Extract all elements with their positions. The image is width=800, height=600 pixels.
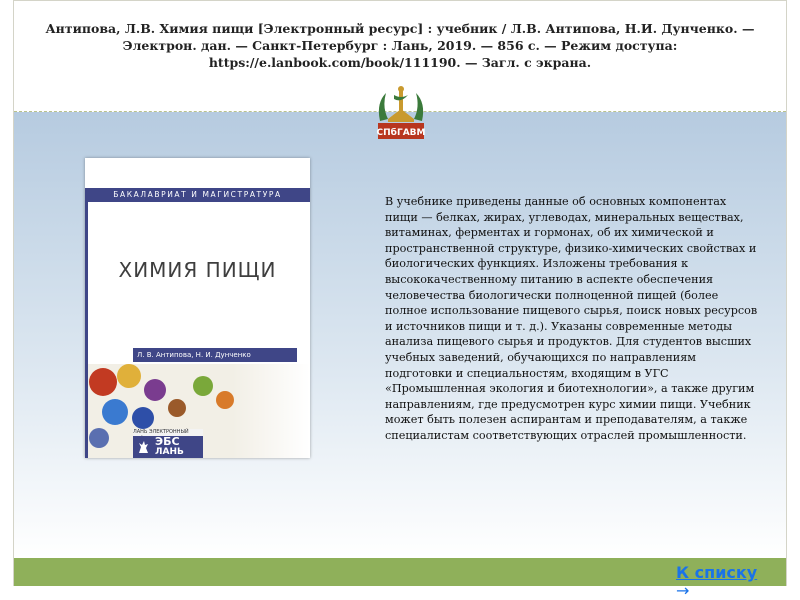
book-cover (85, 158, 310, 458)
book-description (385, 194, 780, 444)
book-series: БАКАЛАВРИАТ И МАГИСТРАТУРА (85, 188, 310, 202)
description-line: подготовки и специальностям, входящим в УГС (385, 366, 669, 380)
description-line: полное использование пищевого сырья, поиск новых ресурсов (385, 304, 758, 318)
citation-line: https://e.lanbook.com/book/111190. — Загл. с экрана. (208, 55, 592, 70)
logo-leaf-left (379, 93, 388, 121)
description-line: пространственной структуре, физико-химических свойствах и (385, 241, 757, 255)
logo-staff (399, 89, 403, 115)
lan-deer-icon (136, 439, 152, 455)
description-line: человечества биологически полноценной пищей (более (385, 288, 719, 302)
book-authors: Л. В. Антипова, Н. И. Дунченко (133, 348, 297, 362)
ebs-label: ЭБС (155, 435, 180, 448)
book-top-band (85, 158, 310, 168)
description-line: «Промышленная экология и биотехнологии», а также другим (385, 382, 755, 396)
citation-line: Антипова, Л.В. Химия пищи [Электронный ресурс] : учебник / Л.В. Антипова, Н.И. Дунченко. — (45, 21, 755, 36)
description-line: учебных заведений, обучающихся по направлениям (385, 350, 697, 364)
citation-block (20, 20, 780, 71)
description-line: высококачественному питанию в аспекте обеспечения (385, 272, 714, 286)
back-to-list-link[interactable]: К списку (676, 563, 758, 582)
description-line: биологических функциях. Изложены требования к (385, 257, 689, 271)
citation-line: Электрон. дан. — Санкт-Петербург : Лань, 2019. — 856 с. — Режим доступа: (122, 38, 678, 53)
description-line: В учебнике приведены данные об основных компонентах (385, 195, 727, 208)
arrow-right-icon[interactable]: → (676, 581, 690, 600)
logo-leaf-right (414, 93, 423, 121)
description-line: специалистам соответствующих отраслей промышленности. (385, 428, 747, 442)
footer-bar (14, 558, 786, 586)
logo-text: СПбГАВМ (376, 128, 426, 138)
description-line: витаминах, ферментах и гормонах, об их химической и (385, 226, 714, 240)
lan-label: ЛАНЬ (155, 447, 184, 457)
university-logo-icon (368, 85, 434, 141)
description-line: анализа пищевого сырья и продуктов. Для студентов высших (385, 335, 752, 349)
logo-knob (398, 86, 404, 92)
description-line: направлениям, где предусмотрен курс химии пищи. Учебник (385, 397, 751, 411)
description-line: может быть полезен аспирантам и преподавателям, а также (385, 413, 748, 427)
book-title: ХИМИЯ ПИЩИ (118, 258, 277, 282)
description-line: и источников пищи и т. д.). Указаны современные методы (385, 319, 732, 333)
ebs-lan-badge (133, 436, 203, 458)
ebs-tag: ЛАНЬ ЭЛЕКТРОННЫЙ (133, 429, 203, 436)
description-line: пищи — белках, жирах, углеводах, минеральных веществах, (385, 210, 744, 224)
